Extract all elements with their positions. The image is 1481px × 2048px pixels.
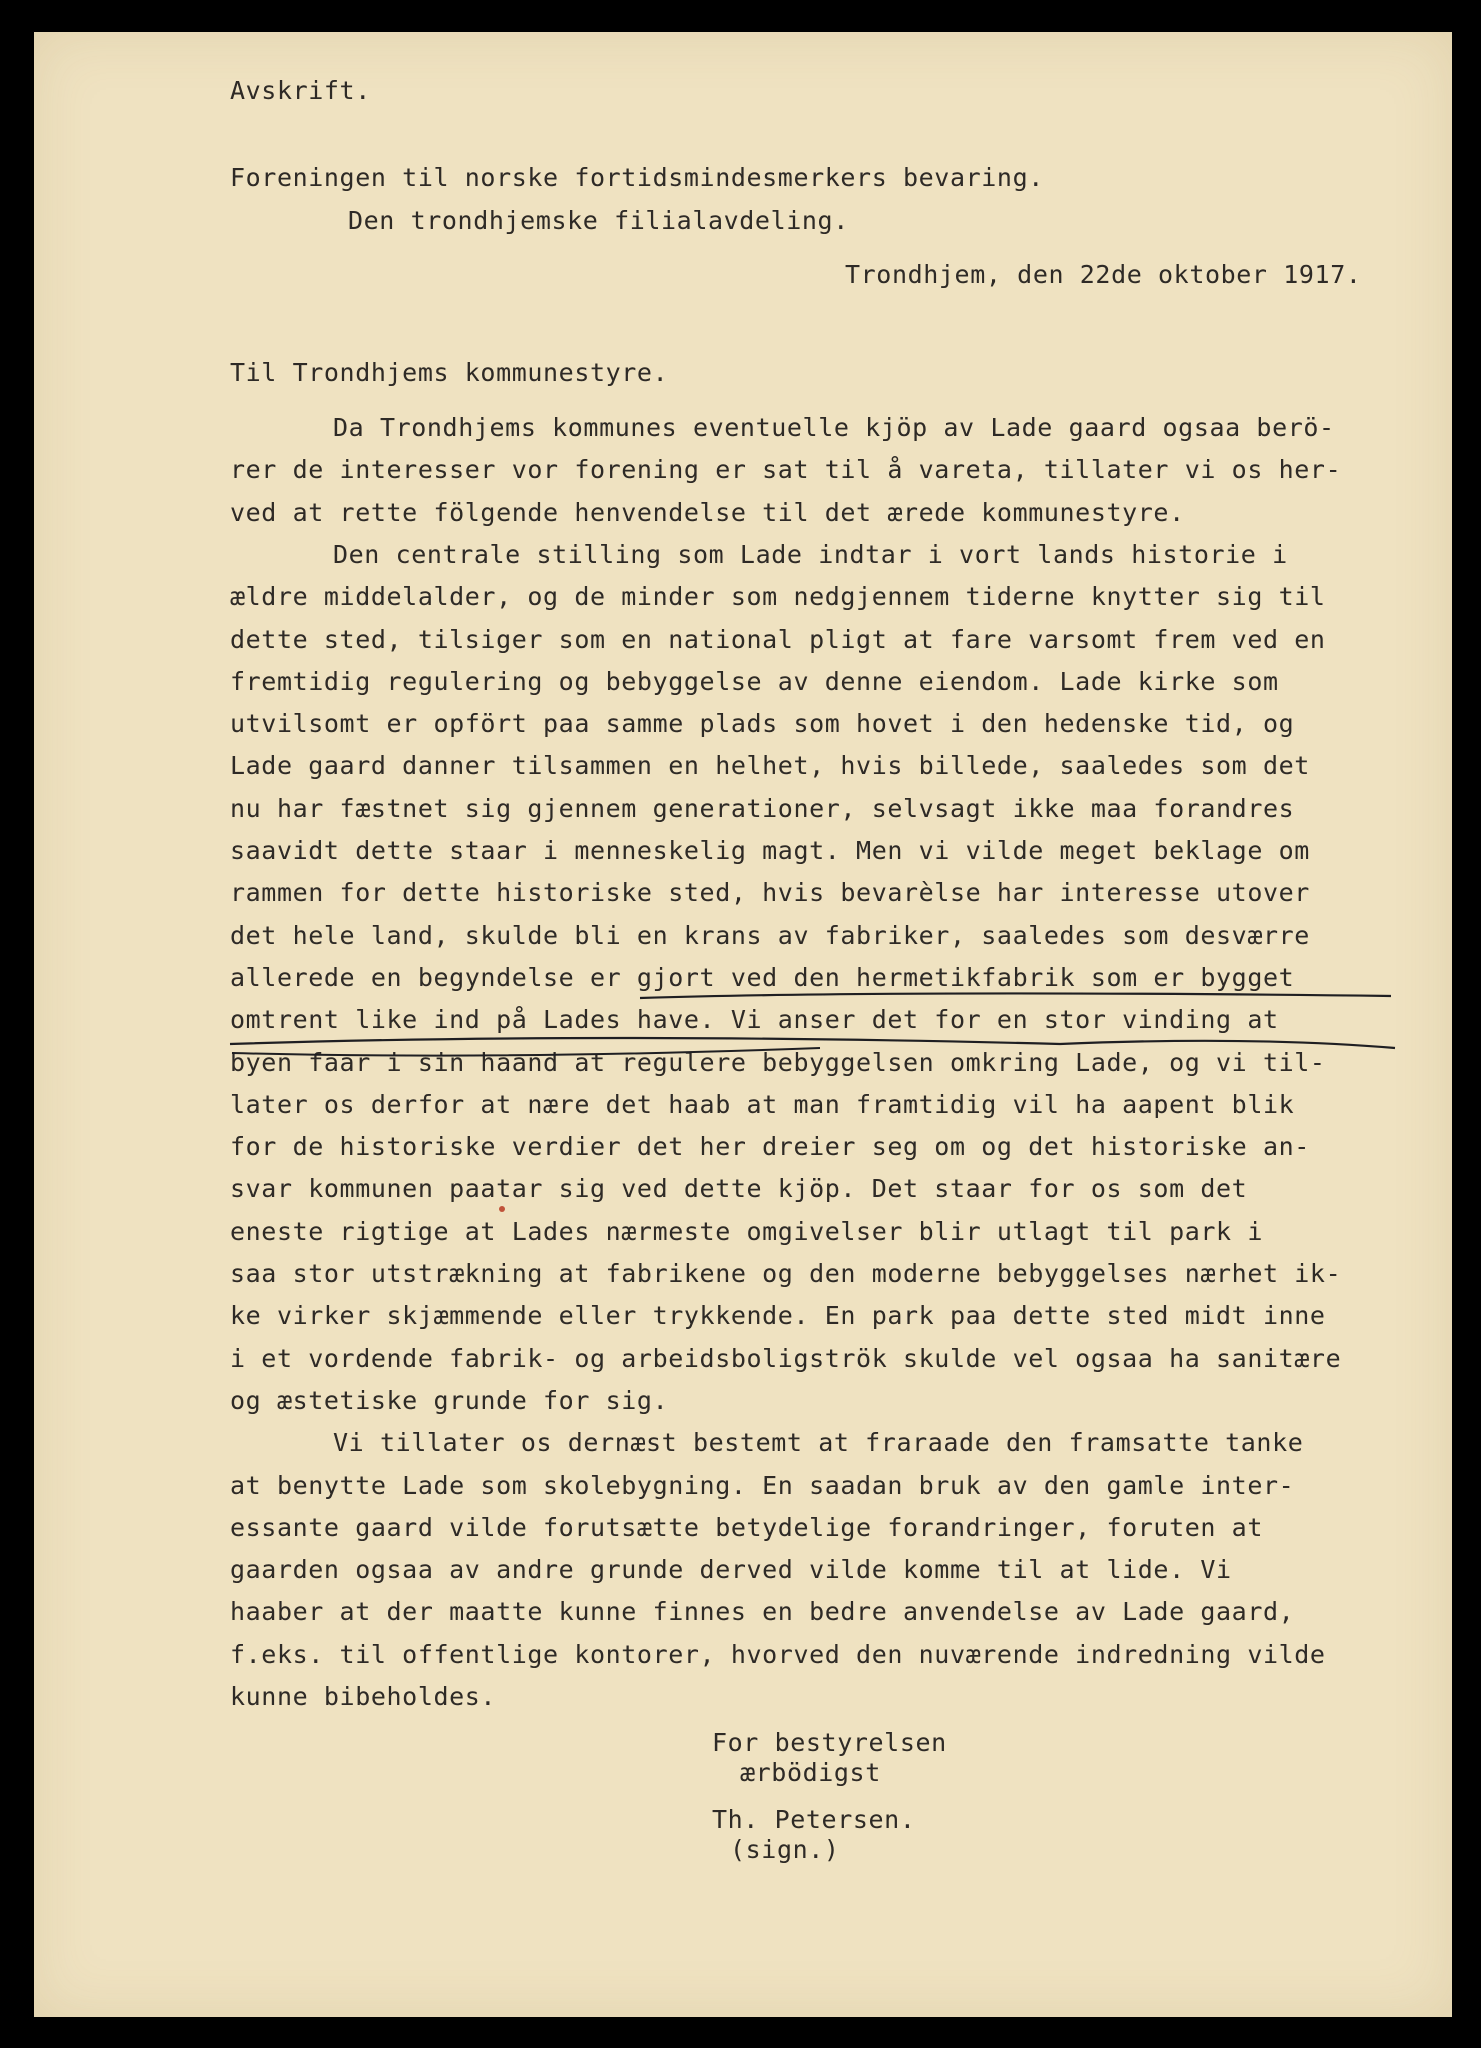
closing-line-1: For bestyrelsen [712, 1728, 947, 1757]
body-line: gaarden ogsaa av andre grunde derved vilde komme til at lide. Vi [230, 1555, 1232, 1585]
dateline: Trondhjem, den 22de oktober 1917. [845, 260, 1362, 289]
body-line: svar kommunen paatar sig ved dette kjöp. Det staar for os som det [230, 1174, 1248, 1204]
body-line: at benytte Lade som skolebygning. En saadan bruk av den gamle inter- [230, 1470, 1295, 1500]
body-line: rammen for dette historiske sted, hvis bevarèlse har interesse utover [230, 878, 1310, 908]
body-line: fremtidig regulering og bebyggelse av denne eiendom. Lade kirke som [230, 666, 1279, 696]
body-line: Da Trondhjems kommunes eventuelle kjöp av Lade gaard ogsaa berö- [333, 413, 1335, 442]
body-line: later os derfor at nære det haab at man framtidig vil ha aapent blik [230, 1089, 1295, 1119]
body-line: for de historiske verdier det her dreier seg om og det historiske an- [230, 1132, 1310, 1162]
body-line: Den centrale stilling som Lade indtar i vort lands historie i [333, 539, 1288, 569]
body-line: nu har fæstnet sig gjennem generationer, selvsagt ikke maa forandres [230, 793, 1295, 823]
body-line: Lade gaard danner tilsammen en helhet, hvis billede, saaledes som det [230, 751, 1310, 781]
document-heading: Avskrift. [230, 76, 371, 105]
closing-line-2: ærbödigst [740, 1758, 881, 1787]
body-line: byen faar i sin haand at regulere bebyggelsen omkring Lade, og vi til- [230, 1047, 1326, 1077]
body-line: saa stor utstrækning at fabrikene og den moderne bebyggelses nærhet ik- [230, 1259, 1342, 1288]
body-line: allerede en begyndelse er gjort ved den hermetikfabrik som er bygget [230, 962, 1295, 992]
body-line: kunne bibeholdes. [230, 1682, 497, 1711]
body-line: saavidt dette staar i menneskelig magt. Men vi vilde meget beklage om [230, 836, 1310, 865]
body-line: ældre middelalder, og de minder som nedgjennem tiderne knytter sig til [230, 582, 1326, 612]
body-line: rer de interesser vor forening er sat til å vareta, tillater vi os her- [230, 455, 1342, 485]
body-line: essante gaard vilde forutsætte betydelige forandringer, foruten at [230, 1512, 1263, 1542]
body-line: utvilsomt er opfört paa samme plads som hovet i den hedenske tid, og [230, 709, 1295, 739]
body-line: Vi tillater os dernæst bestemt at fraraade den framsatte tanke [333, 1428, 1304, 1458]
organization-branch: Den trondhjemske filialavdeling. [348, 206, 849, 235]
body-line: det hele land, skulde bli en krans av fabriker, saaledes som desværre [230, 920, 1310, 950]
body-line: ke virker skjæmmende eller trykkende. En park paa dette sted midt inne [230, 1301, 1326, 1331]
body-line: haaber at der maatte kunne finnes en bedre anvendelse av Lade gaard, [230, 1597, 1295, 1627]
body-line: ved at rette fölgende henvendelse til det ærede kommunestyre. [230, 497, 1185, 527]
body-line: i et vordende fabrik- og arbeidsboligströk skulde vel ogsaa ha sanitære [230, 1343, 1342, 1373]
body-line: f.eks. til offentlige kontorer, hvorved den nuværende indredning vilde [230, 1639, 1326, 1669]
signature-note: (sign.) [730, 1835, 840, 1864]
addressee: Til Trondhjems kommunestyre. [230, 358, 669, 387]
body-line: eneste rigtige at Lades nærmeste omgivelser blir utlagt til park i [230, 1216, 1263, 1246]
body-line: dette sted, tilsiger som en national pligt at fare varsomt frem ved en [230, 624, 1326, 654]
signature-name: Th. Petersen. [712, 1805, 916, 1834]
body-line: omtrent like ind på Lades have. Vi anser det for en stor vinding at [230, 1005, 1279, 1035]
body-line: og æstetiske grunde for sig. [230, 1385, 669, 1415]
organization-name: Foreningen til norske fortidsmindesmerkers bevaring. [230, 163, 1044, 192]
